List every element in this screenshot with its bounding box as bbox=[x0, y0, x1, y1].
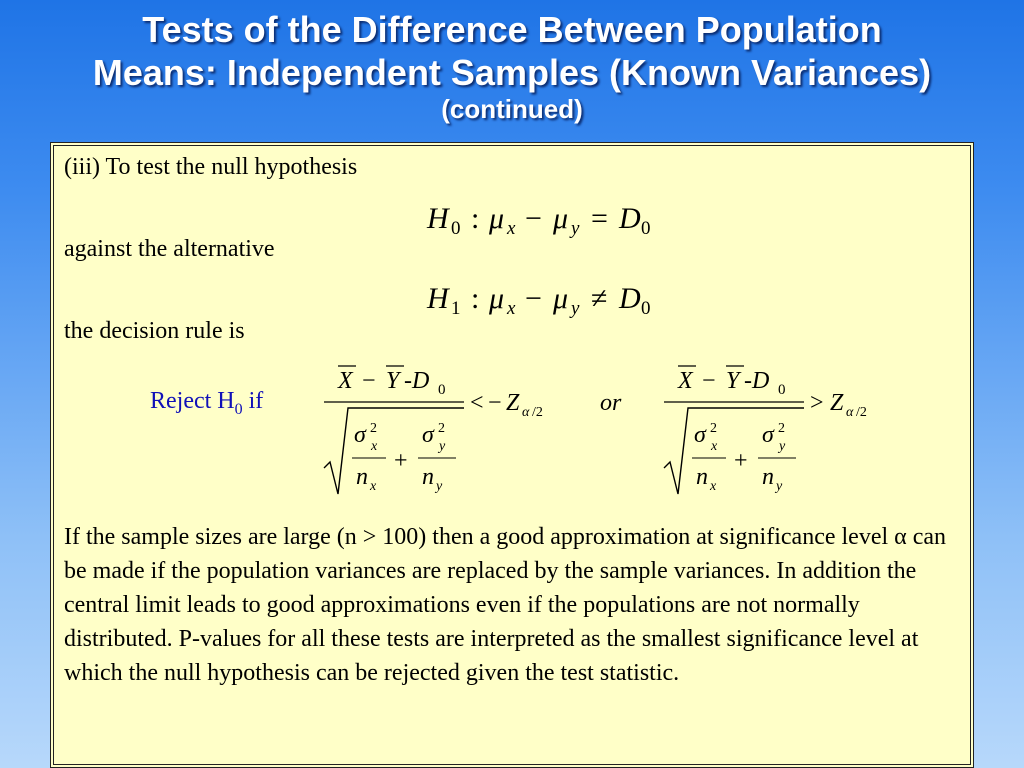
slide-title bbox=[0, 8, 1024, 124]
reject-label: Reject $H_0$ if bbox=[150, 388, 264, 418]
svg-text:μ: μ bbox=[489, 282, 505, 315]
svg-text:x: x bbox=[711, 439, 718, 454]
or-word: or bbox=[600, 390, 622, 416]
svg-text:0: 0 bbox=[778, 382, 786, 398]
svg-text:+: + bbox=[394, 448, 408, 474]
svg-text:α: α bbox=[522, 405, 530, 420]
explanation-paragraph: If the sample sizes are large (n > 100) then a good approximation at significance level α can be made if the population variances are replaced by the sample variances. In addition the central limit leads to good approximations even if the populations are not normally distributed. P-values for all these tests are interpreted as the smallest significance level at which the null hypothesis can be rejected given the test statistic. bbox=[64, 524, 947, 686]
svg-text:y: y bbox=[776, 479, 783, 494]
svg-text:X: X bbox=[338, 368, 353, 394]
decision-text: the decision rule is bbox=[64, 318, 245, 344]
content-box bbox=[50, 142, 974, 768]
svg-text:D: D bbox=[619, 282, 641, 315]
svg-text:x: x bbox=[507, 218, 516, 239]
svg-text:−: − bbox=[362, 368, 376, 394]
svg-text:>: > bbox=[810, 390, 824, 416]
against-text: against the alternative bbox=[64, 236, 275, 262]
svg-text:1: 1 bbox=[451, 298, 461, 319]
alternative-hypothesis-equation bbox=[419, 278, 689, 322]
svg-text:μ: μ bbox=[553, 282, 569, 315]
left-test-statistic bbox=[324, 366, 543, 494]
svg-text:x: x bbox=[371, 439, 378, 454]
svg-text:≠: ≠ bbox=[591, 282, 608, 315]
svg-text:0: 0 bbox=[451, 218, 461, 239]
svg-text:σ: σ bbox=[422, 422, 434, 448]
svg-text::: : bbox=[471, 202, 480, 235]
svg-text:-D: -D bbox=[744, 368, 770, 394]
svg-text:X: X bbox=[678, 368, 693, 394]
svg-text:y: y bbox=[439, 439, 446, 454]
svg-text:/2: /2 bbox=[856, 405, 867, 420]
svg-text:Z: Z bbox=[830, 390, 844, 416]
svg-text:y: y bbox=[571, 298, 580, 319]
svg-text:2: 2 bbox=[370, 421, 377, 436]
svg-text:−: − bbox=[488, 390, 502, 416]
svg-text:−: − bbox=[525, 202, 542, 235]
svg-text:<: < bbox=[470, 390, 484, 416]
null-hypothesis-equation bbox=[419, 198, 689, 242]
svg-text:/2: /2 bbox=[532, 405, 543, 420]
svg-text:-D: -D bbox=[404, 368, 430, 394]
svg-text:+: + bbox=[734, 448, 748, 474]
svg-text:D: D bbox=[619, 202, 641, 235]
svg-text::: : bbox=[471, 282, 480, 315]
right-test-statistic bbox=[664, 366, 867, 494]
svg-text:−: − bbox=[702, 368, 716, 394]
svg-text:=: = bbox=[591, 202, 608, 235]
svg-text:n: n bbox=[422, 464, 434, 490]
svg-text:y: y bbox=[436, 479, 443, 494]
title-line-1: Tests of the Difference Between Population bbox=[142, 9, 882, 50]
svg-text:μ: μ bbox=[489, 202, 505, 235]
svg-text:n: n bbox=[356, 464, 368, 490]
svg-text:2: 2 bbox=[778, 421, 785, 436]
svg-text:x: x bbox=[710, 479, 717, 494]
decision-rule-formula bbox=[314, 358, 874, 503]
svg-text:σ: σ bbox=[694, 422, 706, 448]
svg-text:H: H bbox=[427, 202, 449, 235]
svg-text:x: x bbox=[507, 298, 516, 319]
svg-text:Y: Y bbox=[726, 368, 740, 394]
svg-text:x: x bbox=[370, 479, 377, 494]
svg-text:0: 0 bbox=[641, 298, 651, 319]
svg-text:Z: Z bbox=[506, 390, 520, 416]
svg-text:n: n bbox=[696, 464, 708, 490]
svg-text:σ: σ bbox=[354, 422, 366, 448]
svg-text:0: 0 bbox=[641, 218, 651, 239]
svg-text:α: α bbox=[846, 405, 854, 420]
svg-text:n: n bbox=[762, 464, 774, 490]
intro-text: (iii) To test the null hypothesis bbox=[64, 154, 358, 180]
svg-text:y: y bbox=[571, 218, 580, 239]
svg-text:y: y bbox=[779, 439, 786, 454]
svg-text:H: H bbox=[427, 282, 449, 315]
title-line-2: Means: Independent Samples (Known Variances) bbox=[92, 52, 932, 93]
svg-text:2: 2 bbox=[710, 421, 717, 436]
svg-text:σ: σ bbox=[762, 422, 774, 448]
svg-text:μ: μ bbox=[553, 202, 569, 235]
svg-text:0: 0 bbox=[438, 382, 446, 398]
svg-text:2: 2 bbox=[438, 421, 445, 436]
svg-text:Y: Y bbox=[386, 368, 400, 394]
svg-text:−: − bbox=[525, 282, 542, 315]
title-continued: (continued) bbox=[441, 94, 583, 124]
